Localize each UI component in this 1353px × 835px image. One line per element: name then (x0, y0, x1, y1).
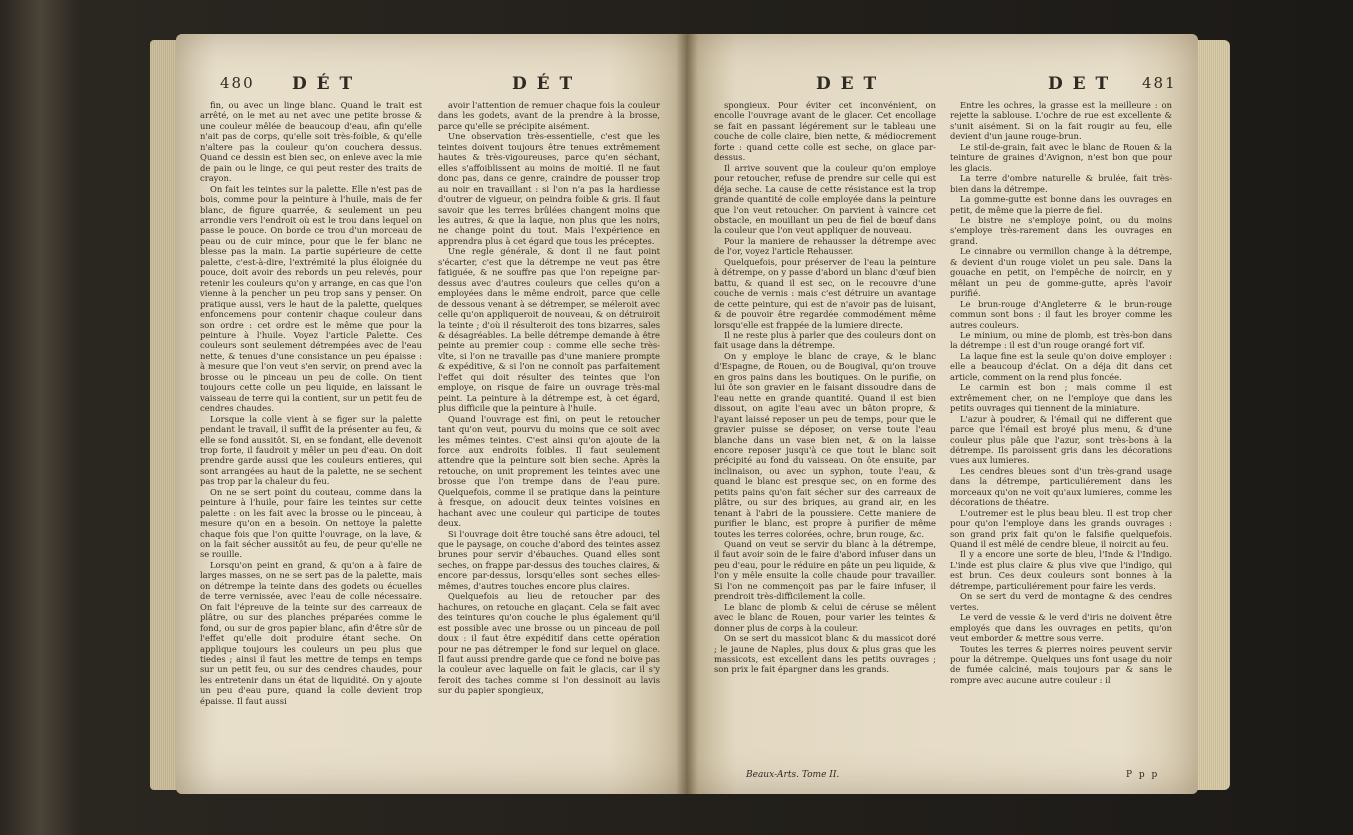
paragraph: La laque fine est la seule qu'on doive employer : elle a beaucoup d'éclat. On a déja dit dans cet article, comment on la rend plus foncée. (950, 350, 1172, 382)
paragraph: La terre d'ombre naturelle & brulée, fait très-bien dans la détrempe. (950, 173, 1172, 194)
paragraph: La gomme-gutte est bonne dans les ouvrages en petit, de même que la pierre de fiel. (950, 194, 1172, 215)
page-number: 480 (220, 74, 255, 92)
paragraph: On se sert du massicot blanc & du massicot doré ; le jaune de Naples, plus doux & plus gras que les massicots, est excellent dans les petits ouvrages ; son prix le fait épargner dans les grands. (714, 633, 936, 675)
paragraph: Le blanc de plomb & celui de céruse se mêlent avec le blanc de Rouen, pour varier les teintes & donner plus de corps à la couleur. (714, 601, 936, 633)
paragraph: Quand on veut se servir du blanc à la détrempe, il faut avoir soin de le faire d'abord infuser dans un peu d'eau, pour le réduire en pâte un peu liquide, & l'on y mêle ensuite la colle chaude pour travailler. Si l'on ne commençoit pas par le faire infuser, il prendroit très-difficilement la colle. (714, 539, 936, 602)
signature-mark: P p p (1126, 770, 1160, 780)
paragraph: Une observation très-essentielle, c'est que les teintes doivent toujours être tenues extrêmement hautes & très-vigoureuses, parce qu'en séchant, elles s'affoiblissent au moins de moitié. Il ne faut donc pas, dans ce genre, craindre de pousser trop au noir en travaillant : si l'on n'a pas la hardiesse d'outrer de vigueur, on peindra foible & gris. Il faut savoir que les terres brûlées changent moins que les autres, & que la laque, non plus que les noirs, ne change point du tout. Mais l'expérience en apprendra plus à cet égard que tous les préceptes. (438, 131, 660, 246)
paragraph: Le cinnabre ou vermillon change à la détrempe, & devient d'un rouge violet un peu sale. Dans la gouache en petit, on l'empêche de noircir, en y mêlant un peu de gomme-gutte, après l'avoir purifié. (950, 246, 1172, 299)
paragraph: On se sert du verd de montagne & des cendres vertes. (950, 591, 1172, 612)
paragraph: Lorsqu'on peint en grand, & qu'on a à faire de larges masses, on ne se sert pas de la palette, mais on détrempe la teinte dans des godets ou écuelles de terre vernissée, avec l'eau de colle nécessaire. On fait l'épreuve de la teinte sur des carreaux de plâtre, ou sur des planches préparées comme le fond, ou sur de gros papier blanc, afin d'être sûr de l'effet qu'elle doit produire étant seche. On applique toujours les couleurs un peu plus que tiedes ; ainsi il faut les mettre de temps en temps sur un petit feu, ou sur des cendres chaudes, pour les entretenir dans un état de liquidité. On y ajoute un peu d'eau pure, quand la colle devient trop épaisse. Il faut aussi (200, 559, 422, 706)
paragraph: Pour la maniere de rehausser la détrempe avec de l'or, voyez l'article Rehausser. (714, 235, 936, 257)
paragraph: Une regle générale, & dont il ne faut point s'écarter, c'est que la détrempe ne veut pas être fatiguée, & ne souffre pas que l'on repeigne par-dessus avec d'autres couleurs que celles qu'on a employées dans le même endroit, parce que celle de dessous venant à se détremper, se méleroit avec celle qu'on appliqueroit de nouveau, & on détruiroit la teinte ; d'où il résulteroit des tons bizarres, sales & désagréables. La belle détrempe demande à être peinte au premier coup : comme elle seche très-vîte, si l'on ne travaille pas d'une maniere prompte & expéditive, & si l'on ne connoît pas parfaitement l'effet qui doit résulter des teintes que l'on employe, on risque de faire un ouvrage très-mal peint. La peinture à la détrempe est, à cet égard, plus difficile que la peinture à l'huile. (438, 246, 660, 414)
paragraph: Si l'ouvrage doit être touché sans être adouci, tel que le paysage, on couche d'abord des teintes assez brunes pour servir d'ébauches. Quand elles sont seches, on frappe par-dessus des touches claires, & encore par-dessus, lorsqu'elles sont seches elles-mêmes, d'autres touches encore plus claires. (438, 528, 660, 591)
paragraph: Quelquefois au lieu de retoucher par des hachures, on retouche en glaçant. Cela se fait avec des teintures qu'on couche le plus également qu'il est possible avec une brosse ou un pinceau de poil doux : il faut être expéditif dans cette opération pour ne pas détremper le fond sur lequel on glace. Il faut aussi prendre garde que ce fond ne boive pas la couleur avec laquelle on fait le glacis, car il s'y feroit des taches comme si l'on dessinoit au lavis sur du papier spongieux, (438, 591, 660, 696)
paragraph: Il y a encore une sorte de bleu, l'Inde & l'Indigo. L'inde est plus claire & plus vive que l'indigo, qui est brun. Ces deux couleurs sont bonnes à la détrempe, particuliérement pour faire les verds. (950, 549, 1172, 591)
paragraph: Le minium, ou mine de plomb, est très-bon dans la détrempe : il est d'un rouge orangé fort vif. (950, 329, 1172, 351)
paragraph: Quelquefois, pour préserver de l'eau la peinture à détrempe, on y passe d'abord un blanc d'œuf bien battu, & quand il est sec, on le recouvre d'une couche de vernis : mais c'est détruire un avantage de cette peinture, qui est de n'avoir pas de luisant, & de pouvoir être regardée commodément même lorsqu'elle est frappée de la lumiere directe. (714, 256, 936, 330)
paragraph: Lorsque la colle vient à se figer sur la palette pendant le travail, il suffit de la présenter au feu, & elle se fond aussitôt. Si, en se fondant, elle devenoit trop forte, il faudroit y mêler un peu d'eau. On doit prendre garde aussi que les couleurs entieres, qui sont arrangées au haut de la palette, ne se sechent pas trop par la chaleur du feu. (200, 413, 422, 487)
paragraph: On fait les teintes sur la palette. Elle n'est pas de bois, comme pour la peinture à l'huile, mais de fer blanc, de figure quarrée, & seulement un peu arrondie vers l'endroit où est le trou dans lequel on passe le pouce. On borde ce trou d'un morceau de peau ou de cuir mince, pour que le fer blanc ne blesse pas la main. La partie supérieure de cette palette, c'est-à-dire, l'extrémité la plus éloignée du pouce, doit avoir des rebords un peu relevés, pour retenir les couleurs qu'on y arrange, en cas que l'on vienne à la pencher un peu trop sans y penser. On pratique aussi, vers le haut de la palette, quelques enfoncemens pour contenir chaque couleur dans son ordre : cet ordre est le même que pour la peinture à l'huile. Voyez l'article Palette. Ces couleurs sont seulement détrempées avec de l'eau nette, & tenues d'une consistance un peu épaisse : à mesure que l'on veut s'en servir, on prend avec la brosse ou le pinceau un peu de colle. On tient toujours cette colle un peu liquide, en laissant le vaisseau de terre qui la contient, sur un petit feu de cendres chaudes. (200, 183, 422, 414)
left-page (176, 34, 686, 794)
paragraph: On y employe le blanc de craye, & le blanc d'Espagne, de Rouen, ou de Bougival, qu'on trouve en gros pains dans les boutiques. On le purifie, on lui ôte son gravier en le faisant dissoudre dans de l'eau nette en grande quantité. Quand il est bien dissout, on agite l'eau avec un bâton propre, & l'ayant laissé reposer un peu de temps, pour que le gravier puisse se déposer, on verse toute l'eau blanche dans un vase bien net, & on la laisse encore reposer jusqu'à ce que tout le blanc soit précipité au fond du vaisseau. On ôte ensuite, par inclinaison, ou avec un syphon, toute l'eau, & quand le blanc est presque sec, on en forme des petits pains qu'on fait sécher sur des carreaux de plâtre, ou sur des briques, au grand air, en les tenant à l'abri de la poussiere. Cette maniere de purifier le blanc, est propre à purifier de même toutes les terres colorées, ochre, brun rouge, &c. (714, 350, 936, 539)
page-edges-right (1196, 40, 1230, 790)
paragraph: Il arrive souvent que la couleur qu'on employe pour retoucher, refuse de prendre sur celle qui est déja seche. La cause de cette résistance est la trop grande quantité de colle employée dans la peinture que l'on veut retoucher. On parvient à vaincre cet obstacle, en mouillant un peu de fiel de bœuf dans la couleur que l'on veut appliquer de nouveau. (714, 162, 936, 236)
paragraph: Les cendres bleues sont d'un très-grand usage dans la détrempe, particuliérement dans les morceaux qu'on ne voit qu'aux lumieres, comme les décorations de théatre. (950, 465, 1172, 508)
book-gutter (676, 34, 698, 794)
right-page (686, 34, 1198, 794)
paragraph: Il ne reste plus à parler que des couleurs dont on fait usage dans la détrempe. (714, 329, 936, 351)
paragraph: Quand l'ouvrage est fini, on peut le retoucher tant qu'on veut, pourvu du moins que ce soit avec les mêmes teintes. C'est ainsi qu'on ajoute de la force aux endroits foibles. Il faut seulement attendre que la peinture soit bien seche. Après la retouche, on unit proprement les teintes avec une brosse que l'on trempe dans de l'eau pure. Quelquefois, comme il se pratique dans la peinture à fresque, on adoucit deux teintes voisines en hachant avec une couleur qui participe de toutes deux. (438, 413, 660, 529)
paragraph: Toutes les terres & pierres noires peuvent servir pour la détrempe. Quelques uns font usage du noir de fumée calciné, mais toujours par & sans le rompre avec aucune autre couleur : il (950, 643, 1172, 685)
left-column-1 (200, 100, 422, 706)
paragraph: Le verd de vessie & le verd d'iris ne doivent être employés que dans les ouvrages en petits, qu'on veut emborder & mettre sous verre. (950, 612, 1172, 644)
page-edges-left (150, 40, 178, 790)
paragraph: On ne se sert point du couteau, comme dans la peinture à l'huile, pour faire les teintes sur cette palette : on les fait avec la brosse ou le pinceau, à mesure qu'on en a besoin. On nettoye la palette chaque fois que l'on quitte l'ouvrage, on la lave, & on la fait sécher aussitôt au feu, de peur qu'elle ne se rouille. (200, 486, 422, 560)
running-head: D É T (292, 74, 355, 94)
paragraph: Le bistre ne s'employe point, ou du moins s'employe très-rarement dans les ouvrages en grand. (950, 214, 1172, 246)
page-number: 481 (1142, 74, 1177, 92)
footer-volume: Beaux-Arts. Tome II. (746, 770, 840, 780)
paragraph: Le brun-rouge d'Angleterre & le brun-rouge commun sont bons : il faut les broyer comme les autres couleurs. (950, 298, 1172, 330)
running-head: D É T (512, 74, 575, 94)
left-page-header (176, 74, 686, 98)
paragraph: L'outremer est le plus beau bleu. Il est trop cher pour qu'on l'employe dans les grands ouvrages : son grand prix fait qu'on le falsifie quelquefois. Quand il est mêlé de cendre bleue, il noircit au feu. (950, 507, 1172, 550)
left-column-2 (438, 100, 660, 696)
paragraph: fin, ou avec un linge blanc. Quand le trait est arrêté, on le met au net avec une petite brosse & une couleur mêlée de beaucoup d'eau, afin qu'elle n'ait pas de corps, qu'elle soit très-foible, & qu'elle n'altere pas la couleur qu'on couchera dessus. Quand ce dessin est bien sec, on enleve avec la mie de pain ou le linge, ce qui peut rester des traits de crayon. (200, 100, 422, 184)
running-head: D E T (816, 74, 879, 94)
running-head: D E T (1048, 74, 1111, 94)
paragraph: avoir l'attention de remuer chaque fois la couleur dans les godets, avant de la prendre à la brosse, parce qu'elle se précipite aisément. (438, 100, 660, 131)
right-column-2 (950, 100, 1172, 685)
right-column-1 (714, 100, 936, 675)
paragraph: spongieux. Pour éviter cet inconvénient, on encolle l'ouvrage avant de le glacer. Cet encollage se fait en passant légérement sur le tableau une couche de colle claire, bien nette, & médiocrement forte : quand cette colle est seche, on glace par-dessus. (714, 100, 936, 163)
paragraph: Le carmin est bon ; mais comme il est extrêmement cher, on ne l'employe que dans les petits ouvrages qui tiennent de la miniature. (950, 382, 1172, 414)
paragraph: L'azur à poudrer, & l'émail qui ne different que parce que l'émail est broyé plus menu, & d'une couleur plus pâle que l'azur, sont très-bons à la détrempe. Ils paroissent gris dans les décorations vues aux lumieres. (950, 413, 1172, 466)
paragraph: Entre les ochres, la grasse est la meilleure : on rejette la sablouse. L'ochre de rue est excellente & s'unit aisément. Si on la fait rougir au feu, elle devient d'un jaune rouge-brun. (950, 100, 1172, 142)
right-page-header (686, 74, 1198, 98)
paragraph: Le stil-de-grain, fait avec le blanc de Rouen & la teinture de graines d'Avignon, n'est bon que pour les glacis. (950, 141, 1172, 173)
